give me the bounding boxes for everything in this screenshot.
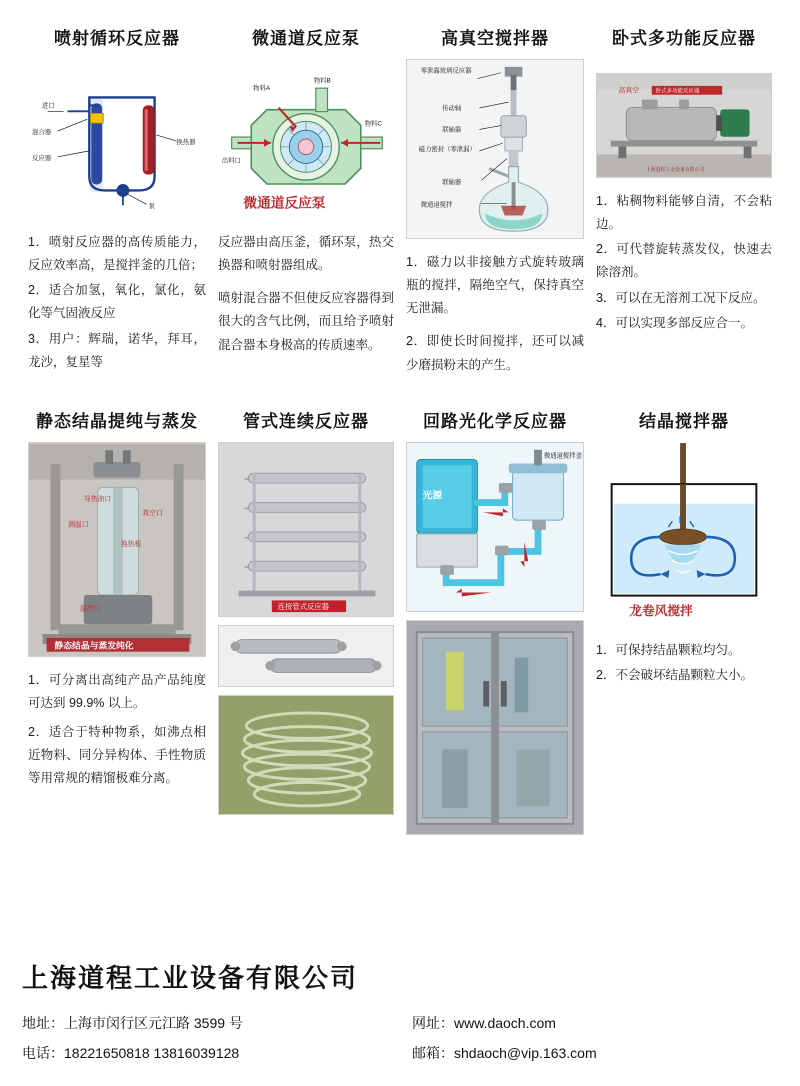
card-description	[28, 231, 206, 374]
product-row-2	[22, 397, 778, 847]
card-description	[596, 190, 772, 335]
website-label: 网址：	[412, 1015, 454, 1032]
figure-horizontal-reactor	[596, 73, 772, 178]
card-title: 回路光化学反应器	[423, 411, 567, 431]
figure-label: 零泄露玻璃反应器	[420, 67, 472, 75]
desc-line: 1．可保持结晶颗粒均匀。	[596, 642, 741, 657]
card-title: 管式连续反应器	[243, 411, 369, 431]
figure-label: 微通道搅拌	[420, 201, 453, 209]
card-description	[596, 639, 772, 687]
card-title: 静态结晶提纯与蒸发	[36, 411, 198, 431]
card-title: 结晶搅拌器	[639, 411, 729, 431]
coil-tube-photo	[219, 696, 394, 814]
email-label: 邮箱：	[412, 1044, 454, 1061]
figure-label: 卧式多功能反应器	[655, 88, 700, 95]
figure-label: 磁力密封（零泄漏）	[418, 145, 476, 153]
desc-line: 反应器由高压釜，循环泵，热交换器和喷射器组成。	[218, 235, 394, 273]
contact-right-column	[412, 1009, 772, 1068]
desc-line: 2．不会破坏结晶颗粒大小。	[596, 667, 753, 682]
desc-line: 喷射混合器不但使反应容器得到很大的含气比例，而且给予喷射混合器本身极高的传质速率。	[218, 291, 394, 352]
figure-caption: 静态结晶与蒸发纯化	[54, 640, 134, 651]
card-title: 卧式多功能反应器	[612, 29, 756, 48]
phone-value: 18221650818 13816039128	[64, 1044, 240, 1061]
company-name: 上海道程工业设备有限公司	[22, 963, 359, 994]
product-row-1	[22, 14, 778, 379]
website-row	[412, 1009, 772, 1038]
product-card-microchannel-pump	[212, 14, 400, 379]
crystallization-stirrer-diagram	[596, 442, 772, 625]
figure-photochemical-loop	[406, 442, 584, 612]
address-label: 地址：	[22, 1015, 64, 1032]
figure-static-crystallization	[28, 442, 206, 657]
figure-label: 物料A	[253, 85, 271, 93]
website-value[interactable]: www.daoch.com	[454, 1015, 556, 1032]
product-card-high-vacuum-stirrer	[400, 14, 590, 379]
card-description	[28, 669, 206, 791]
figure-label: 传动轴	[442, 104, 462, 112]
figure-label: 物料B	[313, 77, 331, 85]
figure-label: 换热板	[120, 540, 142, 548]
figure-crystallization-stirrer	[596, 442, 772, 627]
product-card-tubular-reactor	[212, 397, 400, 847]
card-title: 喷射循环反应器	[54, 29, 180, 48]
figure-watermark: 上海道程工业设备有限公司	[645, 167, 705, 173]
figure-label: 出料口	[221, 157, 241, 165]
contact-left-column	[22, 1009, 412, 1068]
email-row	[412, 1039, 772, 1068]
microchannel-pump-diagram	[218, 59, 394, 219]
desc-line: 1．粘稠物料能够自清，不会粘边。	[596, 194, 772, 232]
card-title: 高真空搅拌器	[441, 29, 549, 48]
figure-label: 反应器	[31, 154, 52, 162]
figure-label: 光源	[422, 490, 443, 502]
figure-label: 高真空	[618, 87, 639, 95]
figure-label: 测温口	[68, 521, 89, 529]
card-description	[218, 231, 394, 357]
desc-line: 1．磁力以非接触方式旋转玻璃瓶的搅拌，隔绝空气，保持真空无泄漏。	[406, 255, 584, 316]
figure-label: 联轴器	[442, 179, 462, 187]
figure-jet-loop-reactor	[28, 59, 206, 219]
figure-label: 温控口	[79, 605, 101, 613]
figure-label: 导热油口	[83, 495, 112, 503]
desc-line: 2．适合加氢，氧化，氯化，氨化等气固液反应	[28, 283, 206, 321]
figure-caption: 连接管式反应器	[277, 601, 329, 611]
figure-label: 混合器	[31, 129, 52, 137]
figure-photochemical-cabinet	[406, 620, 584, 835]
figure-label: 联轴器	[442, 126, 462, 134]
figure-label: 泵	[148, 203, 156, 211]
high-vacuum-stirrer-diagram	[407, 60, 583, 238]
figure-tubular-modules	[218, 625, 394, 687]
figure-high-vacuum-stirrer	[406, 59, 584, 239]
contact-block	[22, 1009, 778, 1068]
desc-line: 2．可代替旋转蒸发仪，快速去除溶剂。	[596, 242, 772, 280]
photochemical-cabinet-photo	[407, 621, 583, 834]
product-card-jet-loop-reactor	[22, 14, 212, 379]
tubular-reactor-photo	[219, 443, 394, 616]
desc-line: 3．可以在无溶剂工况下反应。	[596, 290, 766, 305]
email-value[interactable]: shdaoch@vip.163.com	[454, 1044, 597, 1061]
jet-loop-diagram	[28, 59, 206, 219]
card-description	[406, 251, 584, 377]
product-card-horizontal-reactor	[590, 14, 778, 379]
desc-line: 1．可分离出高纯产品产品纯度可达到 99.9% 以上。	[28, 672, 206, 710]
photochemical-loop-diagram	[407, 443, 583, 611]
figure-label: 换热器	[176, 138, 196, 146]
figure-label: 真空口	[142, 509, 163, 517]
figure-caption: 微通道反应泵	[243, 195, 326, 211]
horizontal-reactor-photo	[597, 74, 772, 177]
figure-coil-tube	[218, 695, 394, 815]
phone-row	[22, 1039, 412, 1068]
product-card-loop-photochemical-reactor	[400, 397, 590, 847]
address-value: 上海市闵行区元江路 3599 号	[64, 1015, 243, 1032]
figure-label: 物料C	[364, 120, 382, 128]
phone-label: 电话：	[22, 1044, 64, 1061]
desc-line: 4．可以实现多部反应合一。	[596, 315, 753, 330]
desc-line: 2．适合于特种物系，如沸点相近物料、同分异构体、手性物质等用常规的精馏极难分离。	[28, 724, 206, 786]
desc-line: 3．用户：辉瑞，诺华，拜耳，龙沙，复星等	[28, 331, 206, 369]
figure-microchannel-pump	[218, 59, 394, 219]
address-row	[22, 1009, 412, 1038]
desc-line: 1．喷射反应器的高传质能力，反应效率高，是搅拌釜的几倍；	[28, 235, 206, 273]
figure-caption: 龙卷风搅拌	[629, 602, 693, 618]
company-footer	[22, 958, 778, 1068]
card-title: 微通道反应泵	[252, 29, 360, 48]
static-crystallization-photo	[29, 443, 205, 656]
desc-line: 2．即使长时间搅拌，还可以减少磨损粉末的产生。	[406, 334, 584, 372]
figure-tubular-reactor	[218, 442, 394, 617]
product-card-static-crystallization	[22, 397, 212, 847]
tubular-modules-photo	[219, 626, 394, 686]
product-card-crystallization-stirrer	[590, 397, 778, 847]
figure-label: 进口	[41, 102, 55, 110]
figure-label: 微通道搅拌釜	[543, 452, 582, 460]
